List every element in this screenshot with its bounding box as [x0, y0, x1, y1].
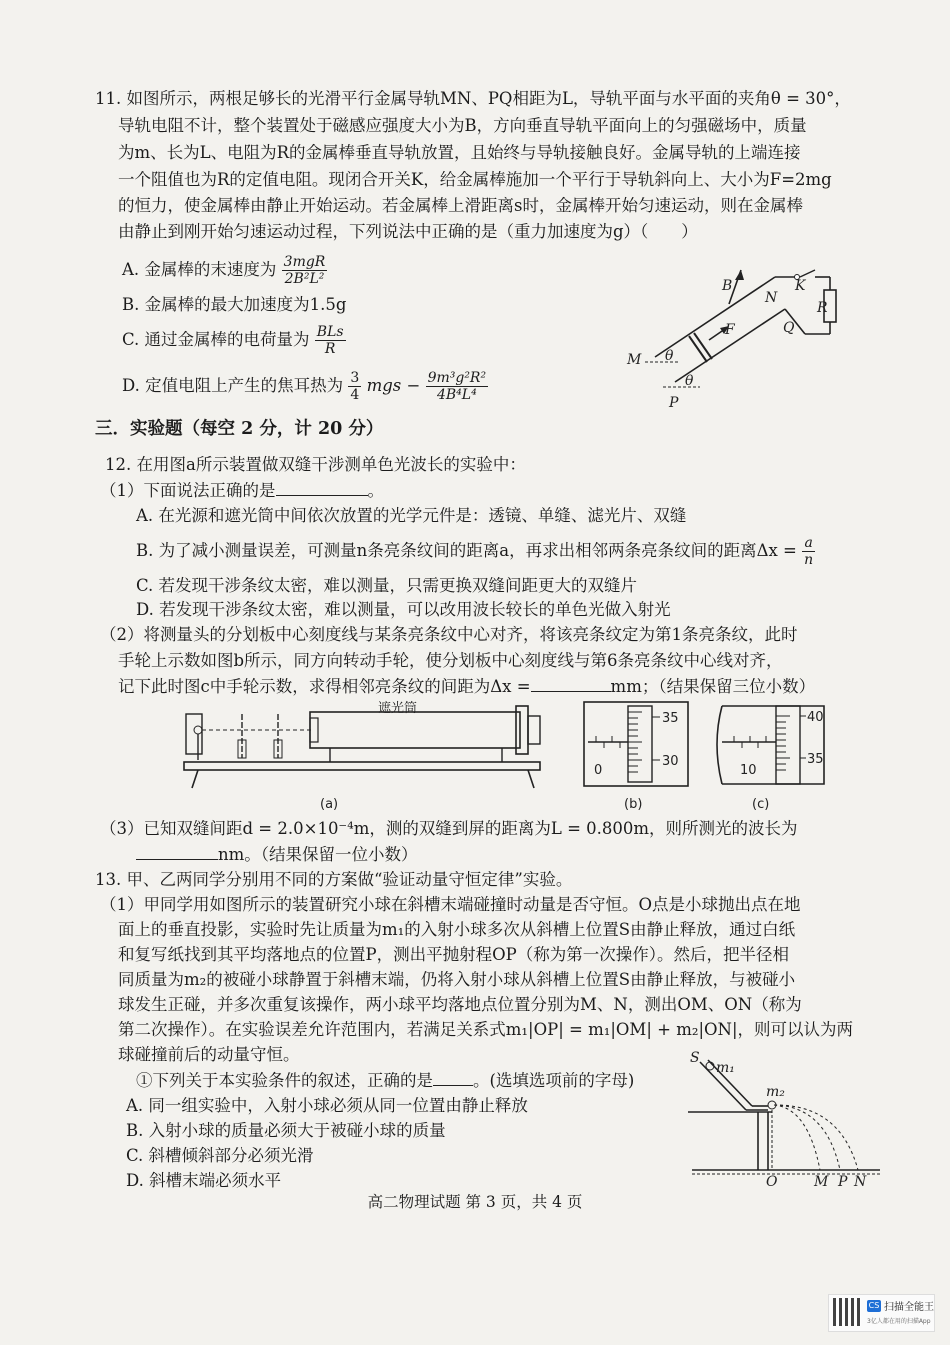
fraction-numerator: 3: [350, 370, 360, 386]
q12-fig-a-label: (a): [320, 797, 339, 812]
q13-label-m: M: [814, 1174, 829, 1190]
q13-label-o: O: [766, 1174, 778, 1190]
q11-label-f: F: [725, 322, 735, 338]
fraction-denominator: 4B⁴L⁴: [436, 387, 477, 403]
q11-line-3: 为m、长为L、电阻为R的金属棒垂直导轨放置，且始终与导轨接触良好。金属导轨的上端连接: [118, 143, 801, 162]
q13-line-3: 和复写纸找到其平均落地点的位置P，测出平抛射程OP（称为第一次操作）。然后，把半径相: [118, 945, 789, 964]
q11-option-d-text: D. 定值电阻上产生的焦耳热为: [122, 376, 344, 395]
q11-option-d: [122, 370, 488, 403]
q11-label-theta-2: θ: [685, 373, 694, 389]
q12-option-b-text: B. 为了减小测量误差，可测量n条亮条纹间的距离a，再求出相邻两条亮条纹间的距离Δx =: [136, 541, 797, 560]
fraction-denominator: n: [804, 552, 814, 568]
q12-option-d: D. 若发现干涉条纹太密，难以测量，可以改用波长较长的单色光做入射光: [136, 600, 671, 619]
q12-part-2-line-3b: mm；（结果保留三位小数）: [610, 677, 816, 696]
q11-line-5: 的恒力，使金属棒由静止开始运动。若金属棒上滑距离s时，金属棒开始匀速运动，则在金属棒: [118, 196, 803, 215]
q13-chute-figure: [688, 1050, 888, 1190]
q11-option-d-fraction-1: [348, 370, 361, 403]
q11-line-1: 11. 如图所示，两根足够长的光滑平行金属导轨MN、PQ相距为L，导轨平面与水平面的夹角θ = 30°，: [95, 89, 851, 108]
q13-option-a: A. 同一组实验中，入射小球必须从同一位置由静止释放: [126, 1096, 528, 1115]
q13-line-7: 球碰撞前后的动量守恒。: [118, 1045, 300, 1064]
answer-blank: [531, 675, 611, 692]
scanner-title: 扫描全能王: [884, 1302, 934, 1313]
q12-part-2-line-2: 手轮上示数如图b所示，同方向转动手轮，使分划板中心刻度线与第6条亮条纹中心线对齐，: [118, 651, 783, 670]
qr-code-icon: [833, 1298, 861, 1326]
answer-blank: [136, 843, 218, 860]
q11-label-n: N: [765, 290, 778, 306]
q11-option-d-mid: mgs −: [366, 376, 421, 395]
fraction-denominator: 4: [350, 387, 360, 403]
q13-line-6: 第二次操作）。在实验误差允许范围内，若满足关系式m₁|OP| = m₁|OM| + m₂|ON|，则可以认为两: [118, 1020, 854, 1039]
q12-part-1: [100, 478, 384, 504]
q13-label-s: S: [690, 1050, 700, 1066]
q13-label-p: P: [838, 1174, 848, 1190]
fraction-numerator: a: [802, 535, 815, 552]
fraction-numerator: BLs: [316, 324, 344, 340]
q11-option-d-fraction-2: [426, 370, 489, 403]
q11-label-m: M: [627, 352, 642, 368]
q13-option-b: B. 入射小球的质量必须大于被碰小球的质量: [126, 1121, 446, 1140]
q11-line-2: 导轨电阻不计，整个装置处于磁感应强度大小为B，方向垂直导轨平面向上的匀强磁场中，质量: [118, 116, 807, 135]
section-3-heading: 三．实验题（每空 2 分，计 20 分）: [95, 419, 384, 439]
q12-fig-b-tick-30: 30: [662, 754, 679, 769]
q11-option-c-fraction: [315, 324, 346, 357]
answer-blank: [433, 1069, 473, 1086]
q12-fig-c-tick-40: 40: [807, 710, 824, 725]
q13-label-n: N: [854, 1174, 867, 1190]
q13-line-4: 同质量为m₂的被碰小球静置于斜槽末端，仍将入射小球从斜槽上位置S由静止释放，与被碰小: [118, 970, 796, 989]
q12-option-a: A. 在光源和遮光筒中间依次放置的光学元件是：透镜、单缝、滤光片、双缝: [136, 506, 687, 525]
q12-fig-c-label: (c): [752, 797, 770, 812]
q13-option-d: D. 斜槽末端必须水平: [126, 1171, 282, 1190]
q11-line-4: 一个阻值也为R的定值电阻。现闭合开关K，给金属棒施加一个平行于导轨斜向上、大小为F=2mg: [118, 170, 832, 189]
q11-label-p: P: [669, 395, 679, 411]
q12-option-b-fraction: [802, 535, 815, 568]
scanner-logo-icon: CS: [868, 1301, 880, 1310]
q12-option-b: [136, 535, 815, 568]
q11-line-6: 由静止到刚开始匀速运动过程，下列说法中正确的是（重力加速度为g）（ ）: [118, 222, 698, 241]
q12-intro: 12. 在用图a所示装置做双缝干涉测单色光波长的实验中：: [105, 455, 526, 474]
page-footer: 高二物理试题 第 3 页，共 4 页: [367, 1193, 583, 1211]
fraction-denominator: R: [324, 341, 336, 357]
q11-option-a: [122, 254, 327, 287]
fraction-numerator: 9m³g²R²: [427, 370, 487, 386]
q12-figure-b: [582, 700, 692, 815]
answer-blank: [276, 479, 368, 496]
q12-figure-a: [180, 700, 550, 815]
q12-part-1-end: 。: [367, 481, 384, 500]
q11-label-theta-1: θ: [665, 348, 674, 364]
fraction-numerator: 3mgR: [283, 254, 326, 270]
q12-part-1-text: （1）下面说法正确的是: [100, 481, 276, 500]
q12-fig-b-tick-35: 35: [662, 711, 679, 726]
q12-part-3-line-1: （3）已知双缝间距d = 2.0×10⁻⁴m，测的双缝到屏的距离为L = 0.800m，则所测光的波长为: [100, 819, 798, 838]
q11-option-b: B. 金属棒的最大加速度为1.5g: [122, 295, 347, 314]
q12-fig-a-tube-label: 遮光筒: [378, 701, 418, 716]
q12-part-2-line-1: （2）将测量头的分划板中心刻度线与某条亮条纹中心对齐，将该亮条纹定为第1条亮条纹，此时: [100, 625, 798, 644]
q13-sub-1-end: 。(选填选项前的字母): [473, 1071, 635, 1090]
q13-line-5: 球发生正碰，并多次重复该操作，两小球平均落地点位置分别为M、N，测出OM、ON（称为: [118, 995, 802, 1014]
q13-sub-1-text: ①下列关于本实验条件的叙述，正确的是: [136, 1071, 433, 1090]
q11-label-b: B: [722, 278, 733, 294]
q13-intro: 13. 甲、乙两同学分别用不同的方案做“验证动量守恒定律”实验。: [95, 870, 573, 889]
q11-option-c-text: C. 通过金属棒的电荷量为: [122, 330, 310, 349]
q12-fig-c-tick-10: 10: [740, 763, 757, 778]
q11-rails-figure: [625, 262, 845, 412]
q12-figure-c: [712, 700, 832, 815]
scanner-subtitle: 3亿人都在用的扫描App: [867, 1318, 931, 1325]
q13-line-2: 面上的垂直投影，实验时先让质量为m₁的入射小球多次从斜槽上位置S由静止释放，通过白纸: [118, 920, 796, 939]
q11-option-a-text: A. 金属棒的末速度为: [122, 260, 277, 279]
q11-label-k: K: [795, 278, 806, 294]
q12-fig-b-label: (b): [624, 797, 643, 812]
q12-fig-b-tick-0: 0: [594, 763, 603, 778]
q13-label-m1: m₁: [716, 1060, 735, 1076]
q13-label-m2: m₂: [766, 1084, 785, 1100]
q12-option-c: C. 若发现干涉条纹太密，难以测量，只需更换双缝间距更大的双缝片: [136, 576, 638, 595]
q11-option-a-fraction: [282, 254, 328, 287]
q12-part-3-line-2-text: nm。（结果保留一位小数）: [218, 845, 418, 864]
q12-part-3-line-2: [136, 842, 418, 868]
q13-option-c: C. 斜槽倾斜部分必须光滑: [126, 1146, 314, 1165]
scanner-watermark: [828, 1294, 935, 1332]
q12-part-2-line-3: [118, 674, 815, 700]
q11-option-c: [122, 324, 346, 357]
q12-part-2-line-3a: 记下此时图c中手轮示数，求得相邻亮条纹的间距为Δx =: [118, 677, 531, 696]
q11-label-r: R: [817, 300, 828, 316]
q12-fig-c-tick-35: 35: [807, 752, 824, 767]
q13-sub-question-1: [136, 1068, 634, 1094]
q13-line-1: （1）甲同学用如图所示的装置研究小球在斜槽末端碰撞时动量是否守恒。O点是小球抛出点在地: [100, 895, 801, 914]
fraction-denominator: 2B²L²: [284, 271, 325, 287]
q11-label-q: Q: [783, 320, 795, 336]
